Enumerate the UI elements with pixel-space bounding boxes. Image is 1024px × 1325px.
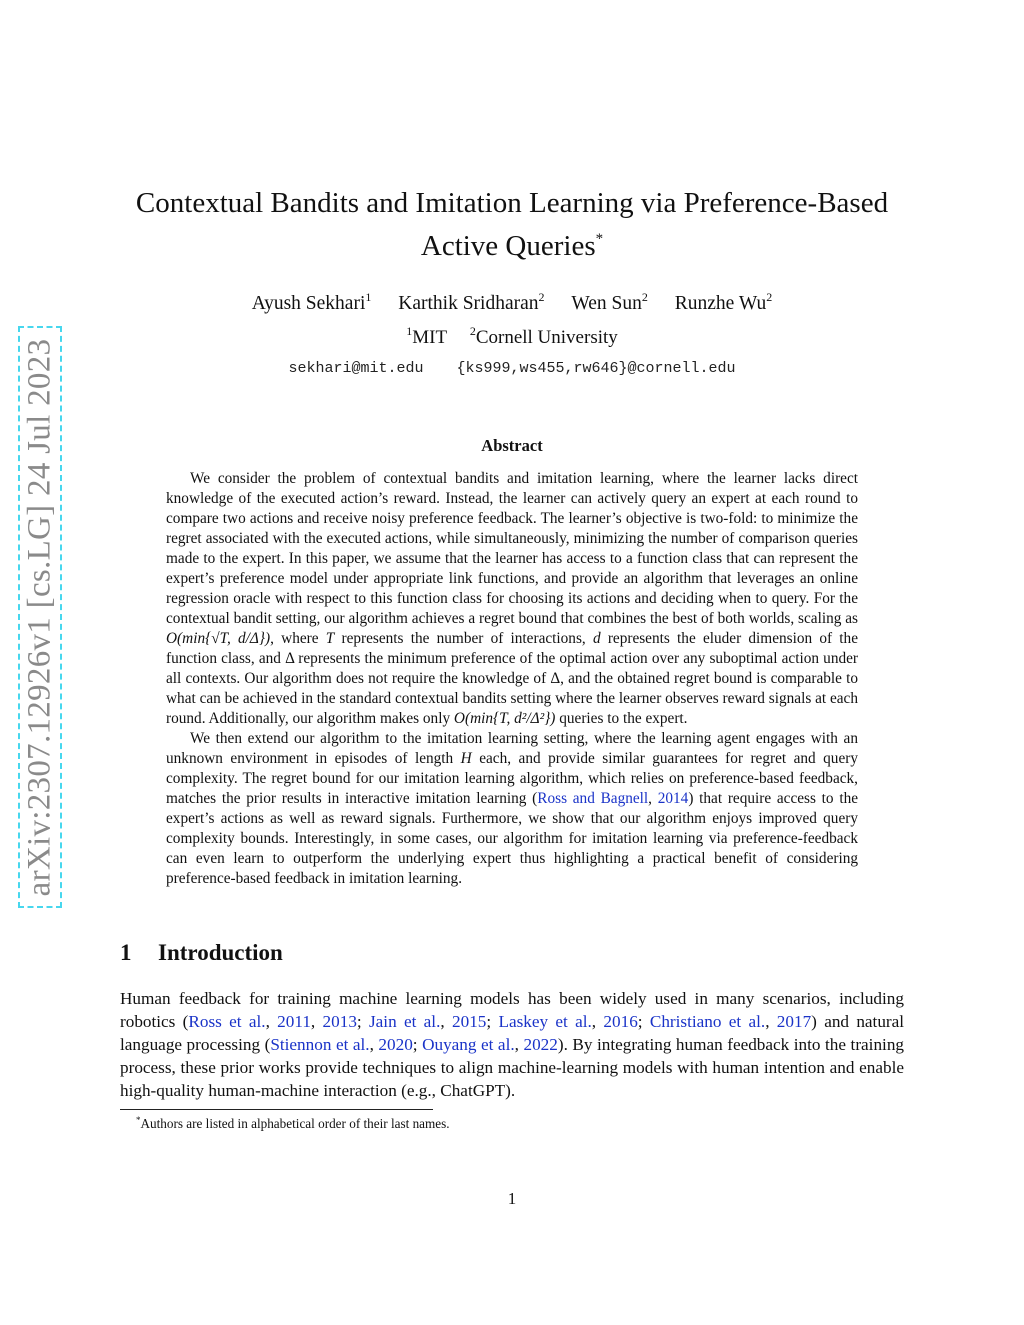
text-run: ; <box>637 1012 650 1031</box>
citation-link[interactable]: Laskey et al. <box>498 1012 592 1031</box>
author-affiliation-mark: 2 <box>766 290 773 304</box>
text-run: ; <box>356 1012 369 1031</box>
text-run: , <box>765 1012 777 1031</box>
section-number: 1 <box>120 940 132 965</box>
author-name: Runzhe Wu <box>674 293 767 314</box>
title-line-1: Contextual Bandits and Imitation Learning via Preference-Based <box>135 187 889 219</box>
author <box>398 290 545 314</box>
text-run: , <box>648 790 658 807</box>
affiliation-name: Cornell University <box>475 327 618 348</box>
author-name: Karthik Sridharan <box>398 293 539 314</box>
abstract-paragraph-2 <box>166 729 858 889</box>
text-run: each, and provide similar guarantees for regret and query complexity. The regret bound for our imitation learning algorithm, which relies on preference-based feedback, matches the prior results in interactive imitation learning ( <box>166 750 858 807</box>
text-run: ; <box>486 1012 499 1031</box>
paper-title <box>112 185 912 264</box>
arxiv-stamp[interactable] <box>18 326 62 908</box>
author-affiliation-mark: 1 <box>365 290 372 304</box>
math-expression: d <box>592 630 601 647</box>
author-emails <box>112 360 912 377</box>
intro-paragraph <box>120 987 904 1102</box>
text-run: represents the eluder dimension of the function class, and Δ represents the minimum preference of the optimal action over any suboptimal action under all contexts. Our algorithm does not require the knowledge of Δ, and the obtained regret bound is comparable to what can be achieved in the standard contextual bandits setting where the learner observes reward signals at each round. Additionally, our algorithm makes only <box>166 630 858 727</box>
author <box>571 290 648 314</box>
author-affiliation-mark: 2 <box>641 290 648 304</box>
section-title: Introduction <box>158 940 283 965</box>
citation-link[interactable]: 2014 <box>657 790 689 807</box>
affiliations <box>112 324 912 349</box>
affiliation <box>406 324 448 348</box>
math-expression: O(min{T, d²/Δ²}) <box>453 710 556 727</box>
author-list <box>112 290 912 315</box>
page-number: 1 <box>507 1189 517 1208</box>
affiliation-number: 2 <box>469 324 476 338</box>
footnote-mark: * <box>136 1115 141 1125</box>
footnote-divider <box>120 1109 433 1110</box>
citation-link[interactable]: 2022 <box>523 1035 558 1054</box>
text-run: , <box>369 1035 379 1054</box>
title-footnote-mark[interactable]: * <box>595 231 604 247</box>
author-name: Ayush Sekhari <box>251 293 366 314</box>
citation-link[interactable]: 2020 <box>378 1035 413 1054</box>
affiliation-number: 1 <box>406 324 413 338</box>
citation-link[interactable]: 2017 <box>776 1012 812 1031</box>
text-run: ; <box>412 1035 423 1054</box>
abstract-paragraph-1 <box>166 469 858 729</box>
math-expression: T <box>325 630 335 647</box>
text-run: , <box>591 1012 604 1031</box>
author <box>674 290 773 314</box>
text-run: , <box>310 1012 323 1031</box>
footnote-text: Authors are listed in alphabetical order of their last names. <box>140 1116 450 1131</box>
citation-link[interactable]: Stiennon et al. <box>270 1035 370 1054</box>
affiliation-name: MIT <box>412 327 448 348</box>
text-run: , <box>265 1012 278 1031</box>
citation-link[interactable]: Ouyang et al. <box>422 1035 515 1054</box>
text-run: queries to the expert. <box>555 710 688 727</box>
citation-link[interactable]: Ross et al. <box>188 1012 266 1031</box>
citation-link[interactable]: 2015 <box>452 1012 487 1031</box>
title-line-2-text: Active Queries <box>420 230 596 262</box>
text-run: represents the number of interactions, <box>334 630 593 647</box>
author-affiliation-mark: 2 <box>538 290 545 304</box>
email: {ks999,ws455,rw646}@cornell.edu <box>456 360 736 377</box>
author <box>251 290 372 314</box>
introduction-body <box>120 987 904 1102</box>
text-run: ) that require access to the expert’s actions as well as reward signals. Furthermore, we show that our algorithm enjoys improved query complexity bounds. Interestingly, in some cases, our algorithm for imitation learning via preference-feedback can even learn to outperform the underlying expert thus highlighting a practical benefit of considering preference-based feedback in imitation learning. <box>166 790 859 887</box>
abstract-heading: Abstract <box>481 436 543 455</box>
citation-link[interactable]: Jain et al. <box>368 1012 441 1031</box>
citation-link[interactable]: 2011 <box>277 1012 311 1031</box>
text-run: Human feedback for training machine learning models has been widely used in many scenarios, including robotics ( <box>120 989 904 1031</box>
text-run: ) and natural language processing ( <box>120 1012 905 1054</box>
citation-link[interactable]: Ross and Bagnell <box>537 790 649 807</box>
arxiv-stamp-text: arXiv:2307.12926v1 [cs.LG] 24 Jul 2023 <box>21 338 58 896</box>
math-expression: O(min{√T, d/Δ}) <box>166 630 271 647</box>
author-name: Wen Sun <box>571 293 642 314</box>
math-expression: H <box>460 750 472 767</box>
abstract-body <box>166 469 858 889</box>
citation-link[interactable]: 2016 <box>603 1012 638 1031</box>
text-run: ). By integrating human feedback into the training process, these prior works provide techniques to align machine-learning models with human intention and enable high-quality human-machine interaction (e.g., ChatGPT). <box>120 1035 905 1100</box>
title-line-2 <box>112 221 912 264</box>
citation-link[interactable]: Christiano et al. <box>649 1012 766 1031</box>
footnote <box>136 1115 836 1132</box>
email: sekhari@mit.edu <box>288 360 424 377</box>
section-heading <box>120 940 720 966</box>
affiliation <box>469 324 618 348</box>
text-run: We consider the problem of contextual bandits and imitation learning, where the learner lacks direct knowledge of the executed action’s reward. Instead, the learner can actively query an expert at each round to compare two actions and receive noisy preference feedback. The learner’s objective is two-fold: to minimize the regret associated with the executed actions, while simultaneously, minimizing the number of comparison queries made to the expert. In this paper, we assume that the learner has access to a function class that can represent the expert’s preference model under appropriate link functions, and provide an algorithm that leverages an online regression oracle with respect to this function class for choosing its actions and deciding when to query. For the contextual bandit setting, our algorithm achieves a regret bound that combines the best of both worlds, scaling as <box>166 470 858 627</box>
text-run: We then extend our algorithm to the imitation learning setting, where the learning agent engages with an unknown environment in episodes of length <box>166 730 858 767</box>
citation-link[interactable]: 2013 <box>322 1012 357 1031</box>
text-run: , <box>514 1035 524 1054</box>
text-run: , where <box>270 630 326 647</box>
text-run: , <box>440 1012 452 1031</box>
